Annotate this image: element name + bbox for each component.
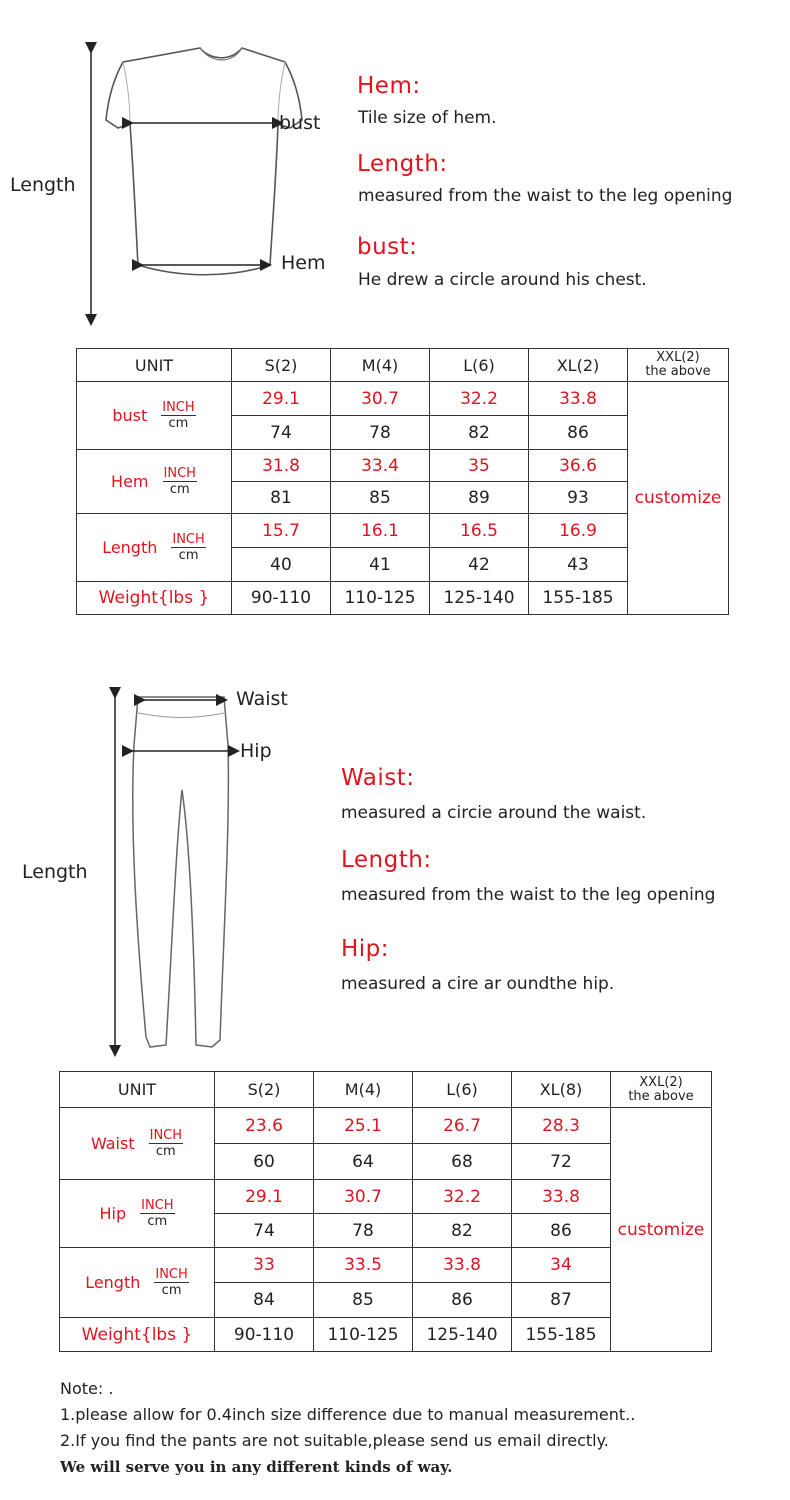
def-title-bust: bust: xyxy=(357,234,418,260)
inch-value: 32.2 xyxy=(430,382,529,416)
cm-value: 86 xyxy=(413,1283,512,1318)
inch-unit: INCH xyxy=(163,466,196,481)
def-title-hem: Hem: xyxy=(357,73,421,99)
weight-value: 125-140 xyxy=(413,1318,512,1352)
xxl-size: XXL(2) xyxy=(656,350,700,365)
size-header: L(6) xyxy=(413,1072,512,1108)
def-title-waist: Waist: xyxy=(341,765,415,791)
inch-value: 16.5 xyxy=(430,514,529,548)
inch-value: 36.6 xyxy=(529,450,628,482)
inch-value: 33 xyxy=(215,1248,314,1283)
unit-fraction xyxy=(149,1128,183,1159)
size-header: L(6) xyxy=(430,349,529,382)
def-title-length: Length: xyxy=(341,847,432,873)
def-desc-hip: measured a cire ar oundthe hip. xyxy=(341,974,615,994)
customize-cell: customize xyxy=(628,382,729,615)
row-label-cell xyxy=(60,1180,215,1248)
weight-value: 90-110 xyxy=(232,582,331,615)
row-label-cell xyxy=(77,450,232,514)
length-label: Length xyxy=(10,174,76,196)
inch-value: 16.9 xyxy=(529,514,628,548)
inch-value: 15.7 xyxy=(232,514,331,548)
inch-unit: INCH xyxy=(172,532,205,547)
cm-value: 82 xyxy=(413,1214,512,1248)
def-desc-waist: measured a circie around the waist. xyxy=(341,803,647,823)
cm-value: 74 xyxy=(232,416,331,450)
cm-unit: cm xyxy=(161,1283,182,1298)
inch-unit: INCH xyxy=(162,400,195,415)
unit-fraction xyxy=(161,400,195,431)
cm-value: 82 xyxy=(430,416,529,450)
cm-value: 72 xyxy=(512,1144,611,1180)
cm-value: 60 xyxy=(215,1144,314,1180)
bottom-size-table xyxy=(59,1071,712,1352)
weight-label: Weight{lbs } xyxy=(77,582,232,615)
row-name: Length xyxy=(85,1273,141,1292)
weight-value: 125-140 xyxy=(430,582,529,615)
unit-header: UNIT xyxy=(60,1072,215,1108)
unit-fraction xyxy=(140,1198,174,1229)
row-name: Length xyxy=(102,538,158,557)
cm-value: 84 xyxy=(215,1283,314,1318)
note-line-1: 1.please allow for 0.4inch size difference due to manual measurement.. xyxy=(60,1405,636,1424)
weight-value: 110-125 xyxy=(314,1318,413,1352)
inch-value: 28.3 xyxy=(512,1108,611,1144)
tshirt-sketch-icon xyxy=(80,40,340,330)
cm-value: 89 xyxy=(430,482,529,514)
def-desc-length: measured from the waist to the leg opening xyxy=(341,885,716,905)
inch-value: 29.1 xyxy=(215,1180,314,1214)
inch-value: 33.8 xyxy=(512,1180,611,1214)
row-name: Waist xyxy=(90,1134,135,1153)
unit-fraction xyxy=(163,466,197,497)
row-label-cell xyxy=(60,1248,215,1318)
inch-value: 30.7 xyxy=(331,382,430,416)
unit-fraction xyxy=(171,532,205,563)
cm-value: 74 xyxy=(215,1214,314,1248)
row-label-cell xyxy=(77,514,232,582)
row-name: bust xyxy=(112,406,148,425)
cm-value: 41 xyxy=(331,548,430,582)
cm-value: 87 xyxy=(512,1283,611,1318)
unit-header: UNIT xyxy=(77,349,232,382)
bust-label: bust xyxy=(279,112,321,134)
inch-value: 33.4 xyxy=(331,450,430,482)
inch-value: 26.7 xyxy=(413,1108,512,1144)
inch-value: 25.1 xyxy=(314,1108,413,1144)
waist-label: Waist xyxy=(236,688,288,710)
customize-cell: customize xyxy=(611,1108,712,1352)
cm-value: 42 xyxy=(430,548,529,582)
def-title-length: Length: xyxy=(357,151,448,177)
size-header: S(2) xyxy=(215,1072,314,1108)
xxl-size: XXL(2) xyxy=(639,1074,683,1090)
hem-label: Hem xyxy=(281,252,326,274)
cm-unit: cm xyxy=(155,1144,176,1159)
xxl-note: the above xyxy=(645,364,711,379)
cm-unit: cm xyxy=(168,416,189,431)
xxl-note: the above xyxy=(628,1088,694,1104)
size-header: S(2) xyxy=(232,349,331,382)
weight-value: 155-185 xyxy=(529,582,628,615)
inch-value: 33.8 xyxy=(413,1248,512,1283)
inch-value: 33.8 xyxy=(529,382,628,416)
size-header: XL(8) xyxy=(512,1072,611,1108)
cm-value: 43 xyxy=(529,548,628,582)
cm-value: 86 xyxy=(529,416,628,450)
hip-label: Hip xyxy=(240,740,272,762)
inch-value: 16.1 xyxy=(331,514,430,548)
def-desc-hem: Tile size of hem. xyxy=(358,108,497,128)
cm-value: 85 xyxy=(331,482,430,514)
inch-unit: INCH xyxy=(141,1198,174,1213)
size-header: M(4) xyxy=(331,349,430,382)
def-desc-length: measured from the waist to the leg opening xyxy=(358,186,733,206)
inch-value: 33.5 xyxy=(314,1248,413,1283)
inch-value: 31.8 xyxy=(232,450,331,482)
inch-value: 35 xyxy=(430,450,529,482)
inch-value: 23.6 xyxy=(215,1108,314,1144)
row-name: Hip xyxy=(99,1204,127,1223)
xxl-header xyxy=(611,1072,712,1108)
cm-value: 93 xyxy=(529,482,628,514)
row-label-cell xyxy=(77,382,232,450)
note-line-3: We will serve you in any different kinds of way. xyxy=(60,1458,453,1476)
inch-value: 32.2 xyxy=(413,1180,512,1214)
length-label: Length xyxy=(22,861,88,883)
cm-unit: cm xyxy=(169,482,190,497)
inch-value: 30.7 xyxy=(314,1180,413,1214)
cm-value: 85 xyxy=(314,1283,413,1318)
unit-fraction xyxy=(154,1267,188,1298)
row-name: Hem xyxy=(111,472,149,491)
weight-label: Weight{lbs } xyxy=(60,1318,215,1352)
cm-value: 68 xyxy=(413,1144,512,1180)
weight-value: 90-110 xyxy=(215,1318,314,1352)
cm-value: 40 xyxy=(232,548,331,582)
xxl-header xyxy=(628,349,729,382)
cm-value: 86 xyxy=(512,1214,611,1248)
inch-value: 34 xyxy=(512,1248,611,1283)
weight-value: 155-185 xyxy=(512,1318,611,1352)
cm-value: 64 xyxy=(314,1144,413,1180)
inch-unit: INCH xyxy=(155,1267,188,1282)
note-line-2: 2.If you find the pants are not suitable,please send us email directly. xyxy=(60,1431,609,1450)
size-header: M(4) xyxy=(314,1072,413,1108)
row-label-cell xyxy=(60,1108,215,1180)
def-desc-bust: He drew a circle around his chest. xyxy=(358,270,647,290)
cm-unit: cm xyxy=(147,1214,168,1229)
cm-unit: cm xyxy=(178,548,199,563)
cm-value: 78 xyxy=(331,416,430,450)
def-title-hip: Hip: xyxy=(341,936,390,962)
inch-unit: INCH xyxy=(149,1128,183,1143)
top-size-table xyxy=(76,348,729,615)
inch-value: 29.1 xyxy=(232,382,331,416)
size-header: XL(2) xyxy=(529,349,628,382)
cm-value: 78 xyxy=(314,1214,413,1248)
note-title: Note: . xyxy=(60,1379,114,1398)
cm-value: 81 xyxy=(232,482,331,514)
weight-value: 110-125 xyxy=(331,582,430,615)
